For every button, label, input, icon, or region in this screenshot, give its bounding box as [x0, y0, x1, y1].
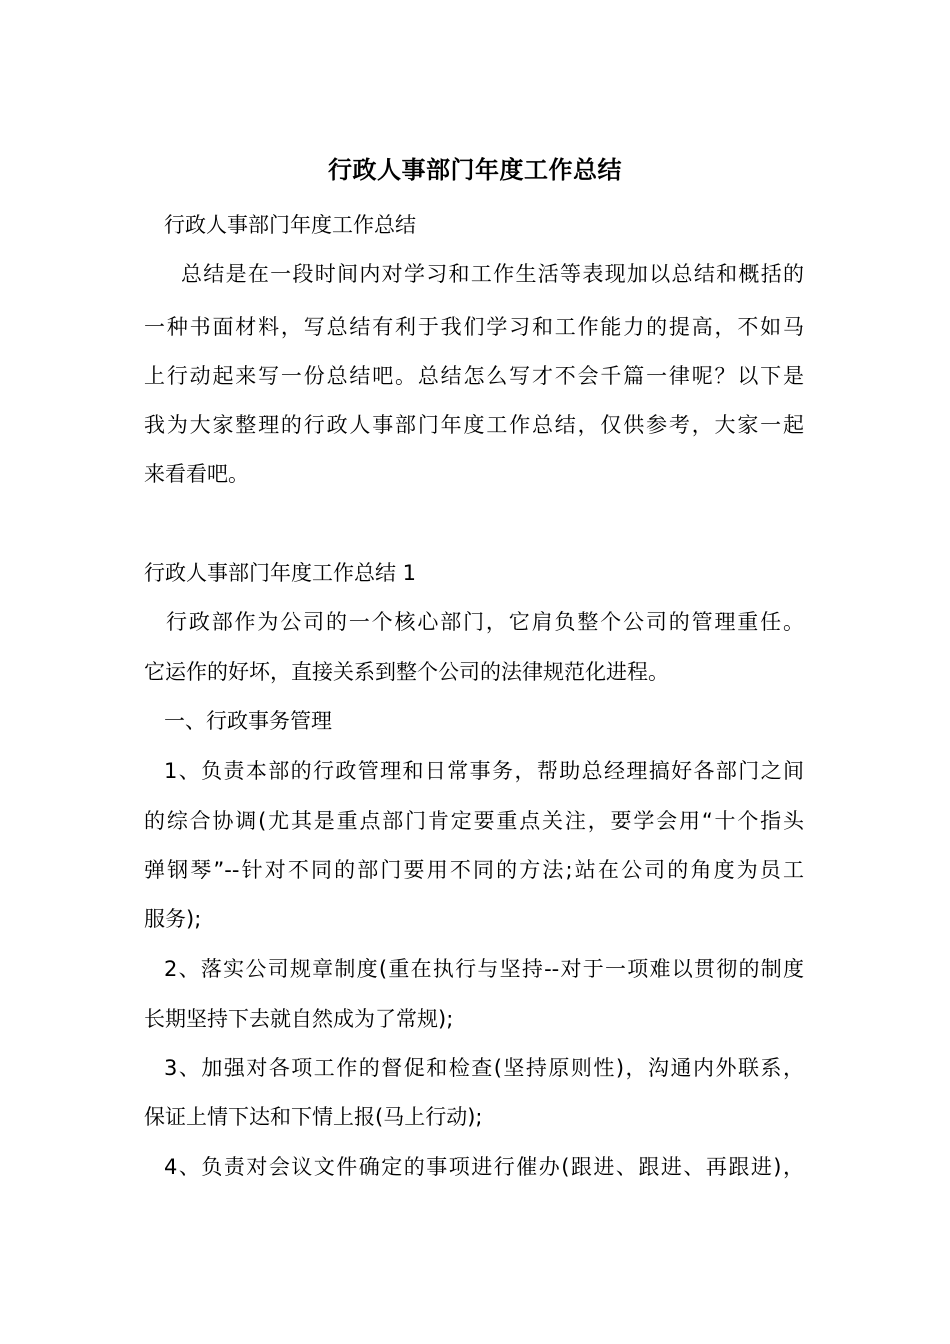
paragraph-line: 来看看吧。 [144, 462, 249, 486]
subsection-heading: 一、行政事务管理 [164, 709, 332, 733]
list-item-line: 1、负责本部的行政管理和日常事务，帮助总经理搞好各部门之间 [164, 759, 804, 783]
subtitle-line: 行政人事部门年度工作总结 [164, 213, 416, 237]
list-item-line: 长期坚持下去就自然成为了常规); [144, 1007, 454, 1031]
paragraph-line: 我为大家整理的行政人事部门年度工作总结，仅供参考，大家一起 [144, 413, 804, 437]
paragraph-line: 上行动起来写一份总结吧。总结怎么写才不会千篇一律呢？以下是 [144, 364, 804, 388]
list-item-line: 的综合协调(尤其是重点部门肯定要重点关注，要学会用“十个指头 [144, 809, 804, 833]
list-item-line: 弹钢琴”--针对不同的部门要用不同的方法;站在公司的角度为员工 [144, 858, 804, 882]
list-item-line: 3、加强对各项工作的督促和检查(坚持原则性)，沟通内外联系， [164, 1056, 804, 1080]
list-item-line: 2、落实公司规章制度(重在执行与坚持--对于一项难以贯彻的制度 [164, 957, 804, 981]
list-item-line: 4、负责对会议文件确定的事项进行催办(跟进、跟进、再跟进)， [164, 1155, 804, 1179]
document-title: 行政人事部门年度工作总结 [328, 156, 622, 184]
list-item-line: 服务); [144, 907, 202, 931]
paragraph-line: 行政部作为公司的一个核心部门，它肩负整个公司的管理重任。 [166, 610, 804, 634]
paragraph-line: 它运作的好坏，直接关系到整个公司的法律规范化进程。 [144, 660, 669, 684]
list-item-line: 保证上情下达和下情上报(马上行动); [144, 1105, 483, 1129]
paragraph-line: 一种书面材料，写总结有利于我们学习和工作能力的提高，不如马 [144, 315, 804, 339]
paragraph-line: 总结是在一段时间内对学习和工作生活等表现加以总结和概括的 [181, 262, 804, 286]
section-heading: 行政人事部门年度工作总结 1 [144, 561, 417, 585]
